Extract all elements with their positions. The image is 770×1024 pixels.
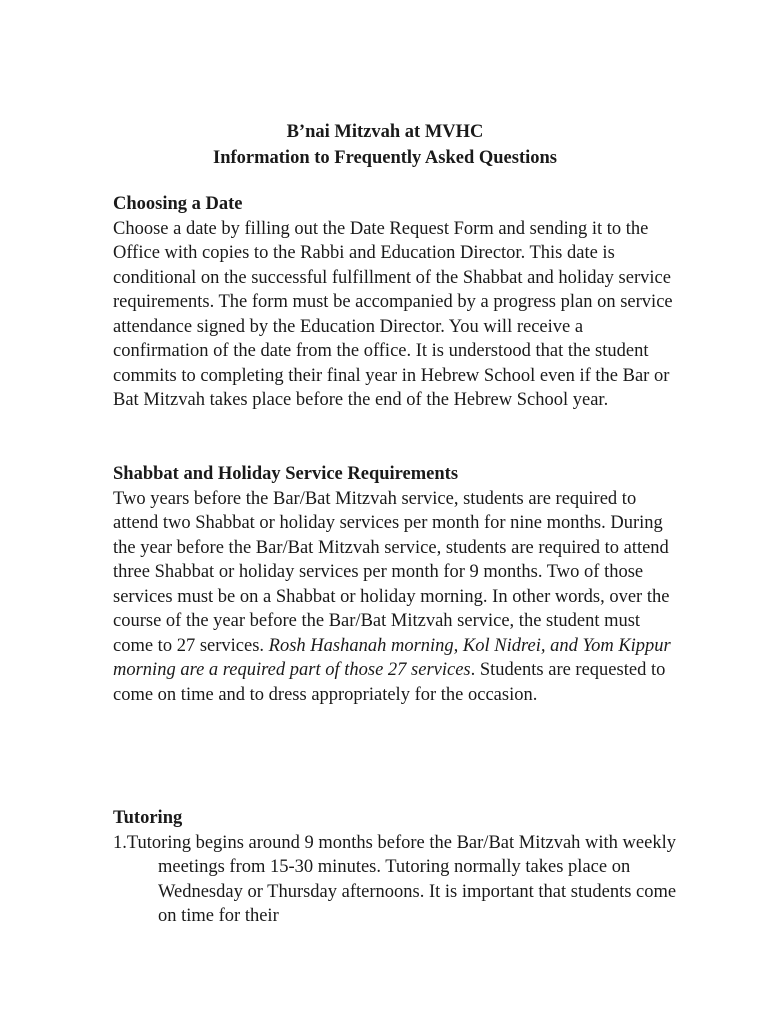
paragraph-text-end: . Students are requested to come on time and to dress appropriately for the occasion. — [113, 660, 666, 705]
section-heading: Shabbat and Holiday Service Requirements — [113, 464, 459, 484]
paragraph-italic-text: Rosh Hashanah morning, Kol Nidrei, and Yom Kippur morning are a required part of those 27 services — [113, 635, 671, 680]
section-paragraph: Choose a date by filling out the Date Request Form and sending it to the Office with copies to the Rabbi and Education Director. This date is conditional on the successful fulfillment of the Shabbat and holiday service requirements. The form must be accompanied by a progress plan on service attendance signed by the Education Director. You will receive a confirmation of the date from the office. It is understood that the student commits to completing their final year in Hebrew School even if the Bar or Bat Mitzvah takes place before the end of the Hebrew School year. — [113, 218, 673, 410]
section-service-requirements — [113, 462, 673, 707]
paragraph-text: Two years before the Bar/Bat Mitzvah service, students are required to attend two Shabbat or holiday services per month for nine months. During the year before the Bar/Bat Mitzvah service, students are required to attend three Shabbat or holiday services per month for 9 months. Two of those services must be on a Shabbat or holiday morning. In other words, over the course of the year before the Bar/Bat Mitzvah service, the student must come to 27 services. — [113, 488, 670, 656]
section-heading: Choosing a Date — [113, 194, 243, 214]
section-choosing-a-date — [113, 192, 673, 413]
section-heading: Tutoring — [113, 808, 183, 828]
title-line-2: Information to Frequently Asked Questions — [213, 148, 557, 168]
title-line-1: B’nai Mitzvah at MVHC — [286, 122, 484, 142]
document-title — [0, 119, 770, 171]
section-tutoring — [113, 806, 677, 929]
section-paragraph — [113, 487, 673, 708]
list-item: 1.Tutoring begins around 9 months before the Bar/Bat Mitzvah with weekly meetings from 15-30 minutes. Tutoring normally takes place on Wednesday or Thursday afternoons. It is important that students come on time for their — [113, 832, 677, 926]
